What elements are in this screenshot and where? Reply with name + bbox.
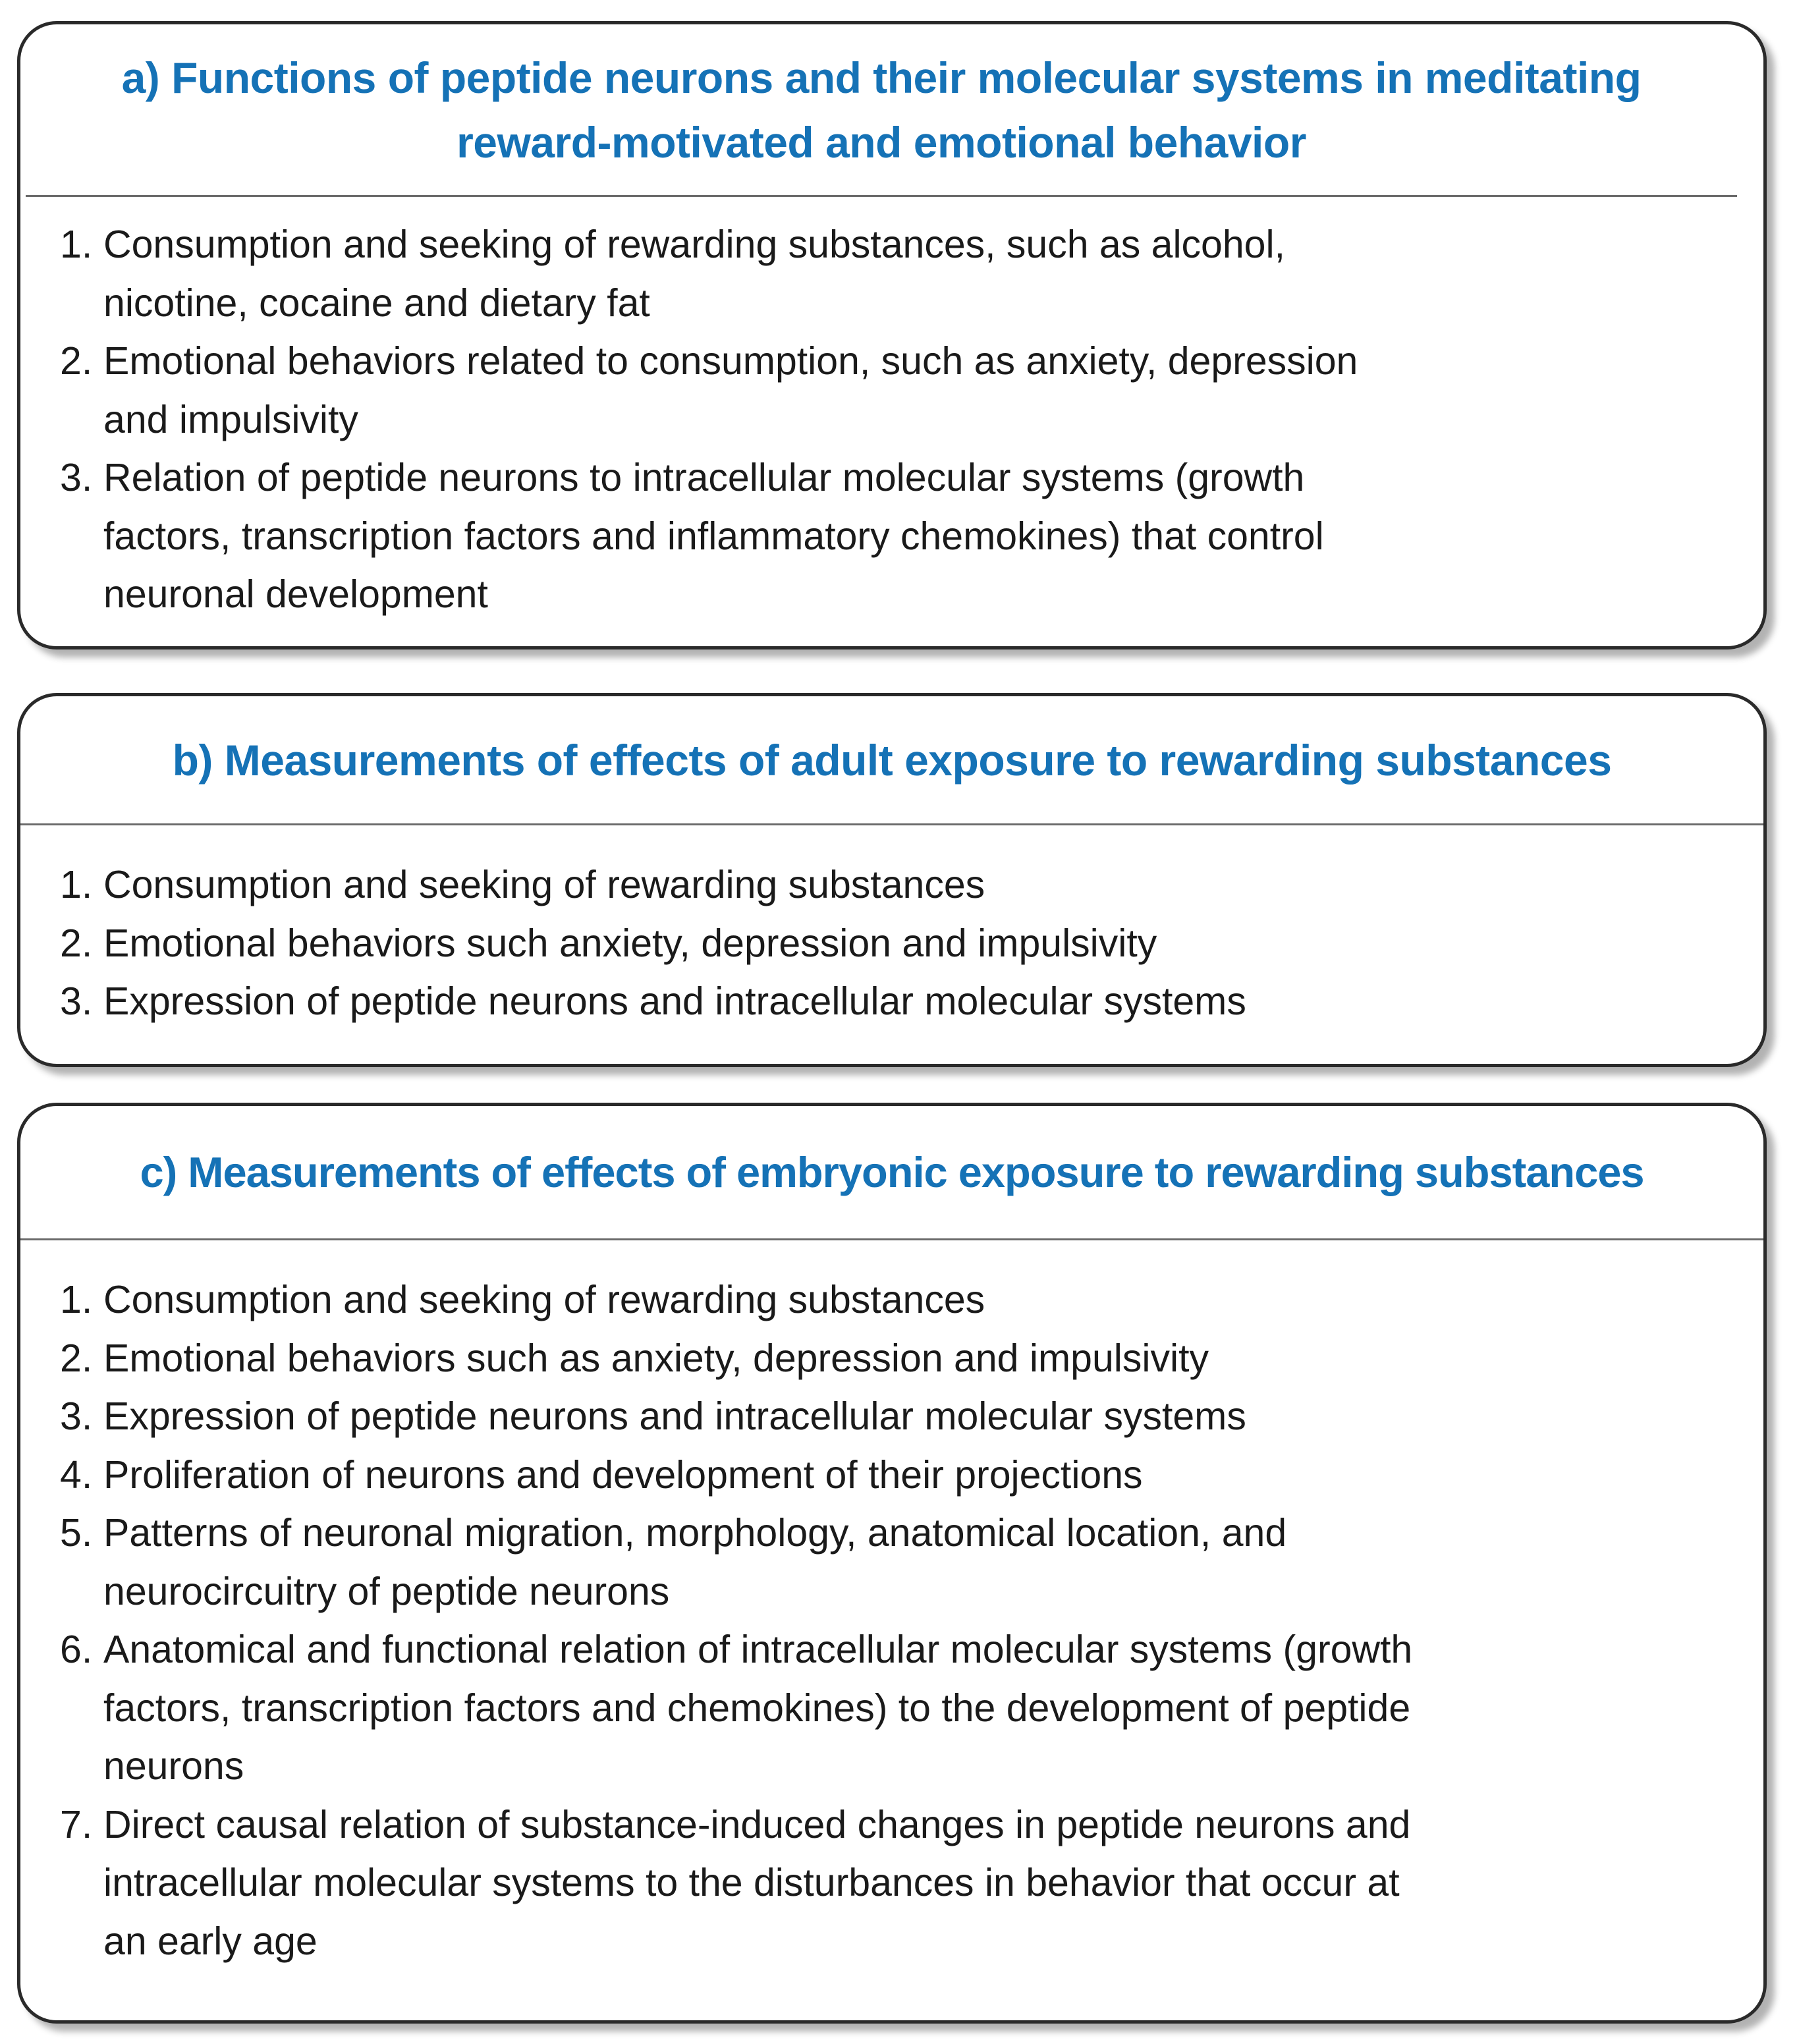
item-text: Proliferation of neurons and development of their projections — [103, 1452, 1143, 1497]
list-item — [60, 972, 1737, 1031]
item-number: 2. — [60, 339, 93, 383]
list-item — [60, 914, 1737, 973]
panel-c — [17, 1103, 1767, 2024]
panel-a-header — [26, 24, 1737, 197]
list-item — [60, 449, 1737, 624]
list-item — [60, 1796, 1737, 1971]
item-text: Emotional behaviors such anxiety, depression and impulsivity — [103, 921, 1157, 965]
panel-a-list — [60, 215, 1737, 624]
item-number: 4. — [60, 1452, 93, 1497]
panel-a-title: a) Functions of peptide neurons and their molecular systems in meditating reward-motivated and emotional behavior — [121, 53, 1642, 167]
panel-a — [17, 21, 1767, 649]
item-text: Emotional behaviors such as anxiety, depression and impulsivity — [103, 1336, 1209, 1380]
item-number: 1. — [60, 223, 93, 266]
panel-b-list — [60, 856, 1737, 1031]
item-text: Expression of peptide neurons and intracellular molecular systems — [103, 980, 1246, 1023]
item-text: Consumption and seeking of rewarding substances, such as alcohol, nicotine, cocaine and dietary fat — [103, 223, 1285, 325]
item-number: 1. — [60, 863, 93, 906]
item-number: 3. — [60, 456, 93, 499]
item-number: 2. — [60, 1336, 93, 1380]
list-item — [60, 215, 1737, 332]
panel-c-header — [20, 1106, 1763, 1240]
item-number: 6. — [60, 1628, 93, 1671]
panel-b-title: b) Measurements of effects of adult exposure to rewarding substances — [172, 735, 1612, 785]
panel-c-title: c) Measurements of effects of embryonic exposure to rewarding substances — [140, 1147, 1644, 1196]
panel-c-list — [60, 1271, 1737, 1970]
item-number: 5. — [60, 1511, 93, 1555]
item-number: 3. — [60, 1395, 93, 1438]
panel-b — [17, 693, 1767, 1067]
item-text: Relation of peptide neurons to intracellular molecular systems (growth factors, transcription factors and inflammatory chemokines) that control neuronal development — [103, 456, 1324, 616]
item-text: Direct causal relation of substance-induced changes in peptide neurons and intracellular molecular systems to the disturbances in behavior that occur at an early age — [103, 1802, 1411, 1963]
item-text: Expression of peptide neurons and intracellular molecular systems — [103, 1395, 1246, 1438]
list-item — [60, 856, 1737, 914]
panel-b-header — [20, 696, 1763, 825]
item-number: 7. — [60, 1802, 93, 1846]
item-text: Consumption and seeking of rewarding substances — [103, 1278, 985, 1321]
item-text: Consumption and seeking of rewarding substances — [103, 863, 985, 906]
item-text: Anatomical and functional relation of intracellular molecular systems (growth factors, transcription factors and chemokines) to the development of peptide neurons — [103, 1628, 1413, 1788]
item-number: 2. — [60, 921, 93, 965]
list-item — [60, 1446, 1737, 1505]
item-number: 3. — [60, 980, 93, 1023]
list-item — [60, 1329, 1737, 1388]
list-item — [60, 1504, 1737, 1620]
item-text: Patterns of neuronal migration, morphology, anatomical location, and neurocircuitry of peptide neurons — [103, 1511, 1287, 1613]
item-number: 1. — [60, 1278, 93, 1321]
list-item — [60, 332, 1737, 449]
list-item — [60, 1271, 1737, 1329]
list-item — [60, 1387, 1737, 1446]
item-text: Emotional behaviors related to consumption, such as anxiety, depression and impulsivity — [103, 339, 1358, 441]
list-item — [60, 1620, 1737, 1796]
